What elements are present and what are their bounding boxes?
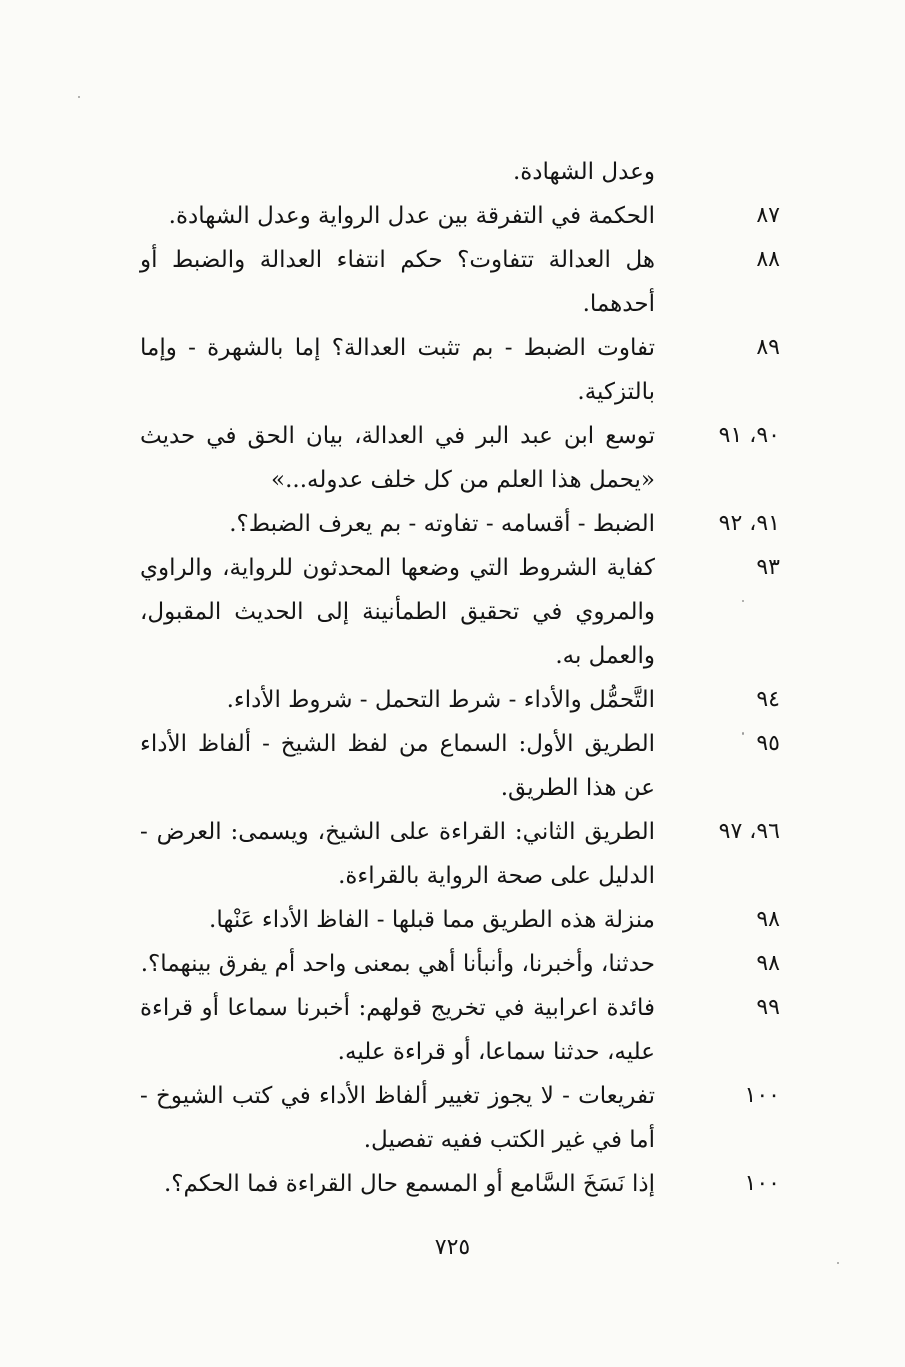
entry-page-ref: ٨٩ <box>756 335 780 360</box>
entry-page-ref: ٩٨ <box>756 907 780 932</box>
entry-page-ref: ٩٩ <box>756 995 780 1020</box>
index-entry <box>100 1074 790 1162</box>
index-entry <box>100 502 790 546</box>
entry-text: التَّحمُّل والأداء - شرط التحمل - شروط الأداء. <box>226 687 655 713</box>
index-entry <box>100 1162 790 1206</box>
entry-text: وعدل الشهادة. <box>512 159 655 185</box>
entry-text: الحكمة في التفرقة بين عدل الرواية وعدل الشهادة. <box>168 203 655 229</box>
entry-text: إذا نَسَخَ السَّامع أو المسمع حال القراءة فما الحكم؟. <box>164 1171 655 1197</box>
entry-page-ref: ٩٠، ٩١ <box>718 423 780 448</box>
entry-page-ref: ٩٨ <box>756 951 780 976</box>
index-entry <box>100 326 790 414</box>
index-entry <box>100 722 790 810</box>
index-entry <box>100 810 790 898</box>
entry-text: تفاوت الضبط - بم تثبت العدالة؟ إما بالشهرة - وإما بالتزكية. <box>140 335 655 405</box>
scan-speck <box>742 732 744 735</box>
index-entry <box>100 942 790 986</box>
entry-page-ref: ٩٤ <box>756 687 780 712</box>
entry-page-ref: ٨٧ <box>756 203 780 228</box>
page-number: ٧٢٥ <box>434 1235 471 1260</box>
index-entries <box>100 150 790 1206</box>
entry-page-ref: ٩١، ٩٢ <box>718 511 780 536</box>
entry-text: هل العدالة تتفاوت؟ حكم انتفاء العدالة والضبط أو أحدهما. <box>140 247 655 317</box>
entry-page-ref: ٩٦، ٩٧ <box>718 819 780 844</box>
scan-speck <box>78 96 80 98</box>
entry-text: حدثنا، وأخبرنا، وأنبأنا أهي بمعنى واحد أم يفرق بينهما؟. <box>140 951 655 977</box>
entry-text: منزلة هذه الطريق مما قبلها - الفاظ الأداء عَنْها. <box>209 907 655 933</box>
index-entry <box>100 546 790 678</box>
entry-text: كفاية الشروط التي وضعها المحدثون للرواية، والراوي والمروي في تحقيق الطمأنينة إلى الحديث المقبول، والعمل به. <box>140 555 655 669</box>
entry-page-ref: ١٠٠ <box>744 1171 780 1196</box>
entry-text: فائدة اعرابية في تخريج قولهم: أخبرنا سماعا أو قراءة عليه، حدثنا سماعا، أو قراءة عليه. <box>140 995 655 1065</box>
index-entry <box>100 414 790 502</box>
index-entry <box>100 194 790 238</box>
scan-speck <box>742 600 744 602</box>
scan-speck <box>837 1262 839 1264</box>
entry-text: الطريق الثاني: القراءة على الشيخ، ويسمى: العرض - الدليل على صحة الرواية بالقراءة. <box>140 819 655 889</box>
index-entry <box>100 898 790 942</box>
entry-page-ref: ٩٣ <box>756 555 780 580</box>
entry-page-ref: ٨٨ <box>756 247 780 272</box>
index-entry <box>100 986 790 1074</box>
entry-page-ref: ٩٥ <box>756 731 780 756</box>
entry-text: توسع ابن عبد البر في العدالة، بيان الحق في حديث «يحمل هذا العلم من كل خلف عدوله...» <box>140 423 655 493</box>
entry-text: الطريق الأول: السماع من لفظ الشيخ - ألفاظ الأداء عن هذا الطريق. <box>140 731 655 801</box>
entry-text: تفريعات - لا يجوز تغيير ألفاظ الأداء في كتب الشيوخ - أما في غير الكتب ففيه تفصيل. <box>140 1083 655 1153</box>
index-entry <box>100 238 790 326</box>
entry-text: الضبط - أقسامه - تفاوته - بم يعرف الضبط؟. <box>229 511 655 537</box>
index-entry <box>100 150 790 194</box>
entry-page-ref: ١٠٠ <box>744 1083 780 1108</box>
index-entry <box>100 678 790 722</box>
